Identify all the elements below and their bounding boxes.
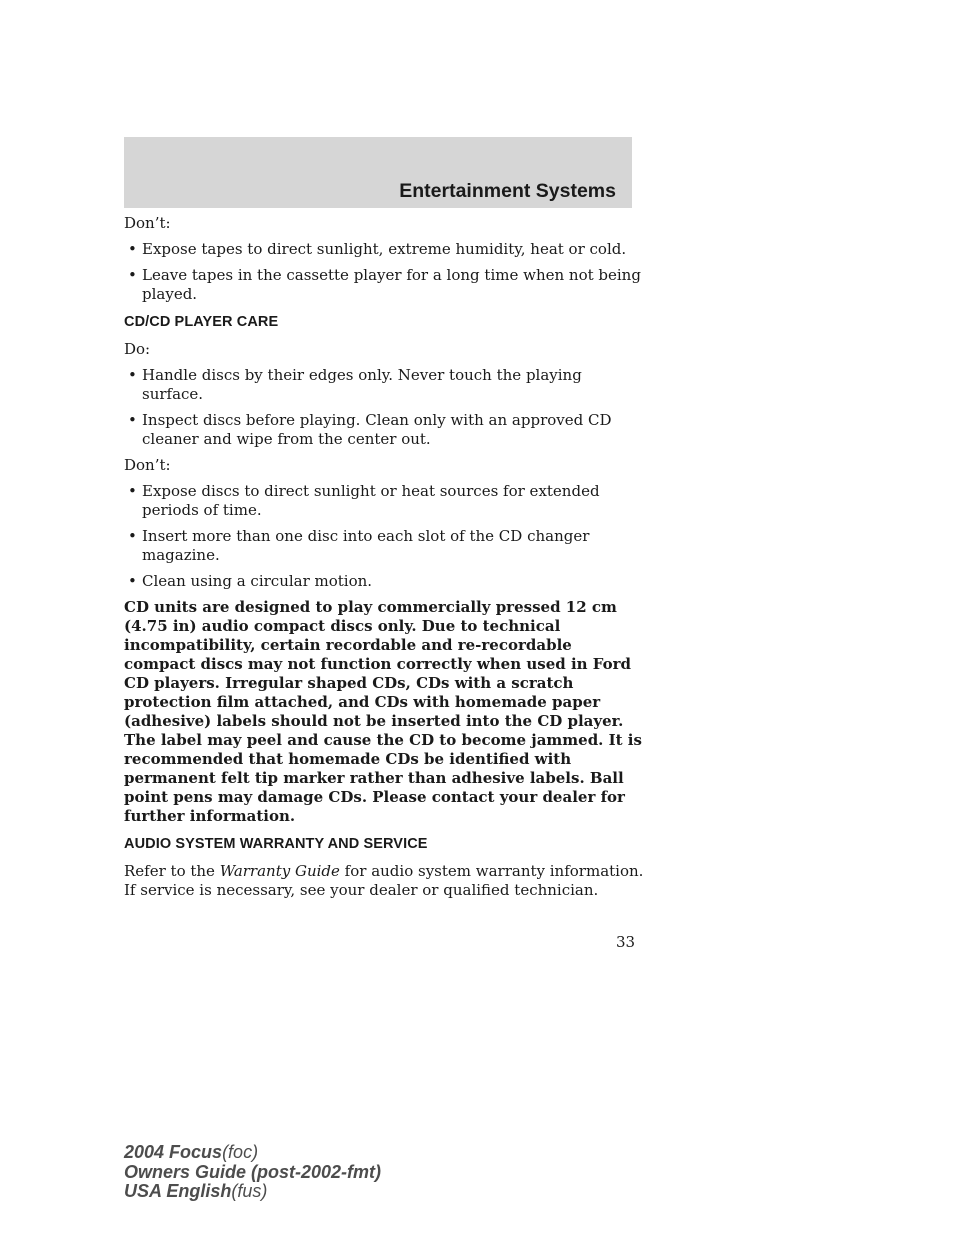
- tape-donts-label: Don’t:: [124, 214, 171, 232]
- warranty-heading: AUDIO SYSTEM WARRANTY AND SERVICE: [124, 836, 428, 852]
- warranty-text-before: Refer to the: [124, 862, 220, 880]
- footer-line-1: [124, 1143, 381, 1163]
- warranty-paragraph: [124, 862, 644, 900]
- list-item: [124, 266, 644, 304]
- list-item-text: Inspect discs before playing. Clean only with an approved CD cleaner and wipe from the center out.: [142, 411, 612, 448]
- cd-care-heading: CD/CD PLAYER CARE: [124, 314, 279, 330]
- list-item-text: Leave tapes in the cassette player for a long time when not being played.: [142, 266, 641, 303]
- page-content: [124, 214, 644, 907]
- footer-language: USA English: [124, 1181, 232, 1201]
- cd-donts-label: Don’t:: [124, 456, 171, 474]
- footer-language-code: (fus): [231, 1181, 268, 1201]
- list-item: [124, 572, 644, 591]
- list-item: [124, 527, 644, 565]
- bullet-icon: •: [128, 240, 137, 258]
- list-item: [124, 240, 644, 259]
- cd-notice: CD units are designed to play commercially pressed 12 cm (4.75 in) audio compact discs only. Due to technical incompatibility, certain recordable and re-recordable compact discs may not function correctly when used in Ford CD players. Irregular shaped CDs, CDs with a scratch protection film attached, and CDs with homemade paper (adhesive) labels should not be inserted into the CD player. The label may peel and cause the CD to become jammed. It is recommended that homemade CDs be identified with permanent felt tip marker rather than adhesive labels. Ball point pens may damage CDs. Please contact your dealer for further information.: [124, 598, 642, 825]
- footer: [124, 1143, 381, 1202]
- list-item-text: Handle discs by their edges only. Never touch the playing surface.: [142, 366, 582, 403]
- page-number: 33: [616, 933, 636, 951]
- list-item: [124, 366, 644, 404]
- cd-dos-label: Do:: [124, 340, 151, 358]
- bullet-icon: •: [128, 527, 137, 545]
- list-item: [124, 411, 644, 449]
- warranty-guide-title: Warranty Guide: [219, 862, 340, 880]
- bullet-icon: •: [128, 366, 137, 384]
- warranty-text-after: for audio system warranty information. If service is necessary, see your dealer or qualified technician.: [124, 862, 644, 899]
- footer-model: 2004 Focus: [124, 1142, 223, 1162]
- bullet-icon: •: [128, 266, 137, 284]
- bullet-icon: •: [128, 482, 137, 500]
- footer-line-2: Owners Guide (post-2002-fmt): [124, 1161, 382, 1182]
- bullet-icon: •: [128, 411, 137, 429]
- section-title: Entertainment Systems: [399, 180, 616, 202]
- list-item-text: Insert more than one disc into each slot of the CD changer magazine.: [142, 527, 590, 564]
- list-item-text: Expose tapes to direct sunlight, extreme humidity, heat or cold.: [142, 240, 627, 258]
- list-item-text: Clean using a circular motion.: [142, 572, 373, 590]
- footer-line-3: [124, 1182, 381, 1202]
- header-band: [124, 137, 632, 208]
- list-item: [124, 482, 644, 520]
- footer-model-code: (foc): [222, 1142, 259, 1162]
- bullet-icon: •: [128, 572, 137, 590]
- list-item-text: Expose discs to direct sunlight or heat sources for extended periods of time.: [142, 482, 600, 519]
